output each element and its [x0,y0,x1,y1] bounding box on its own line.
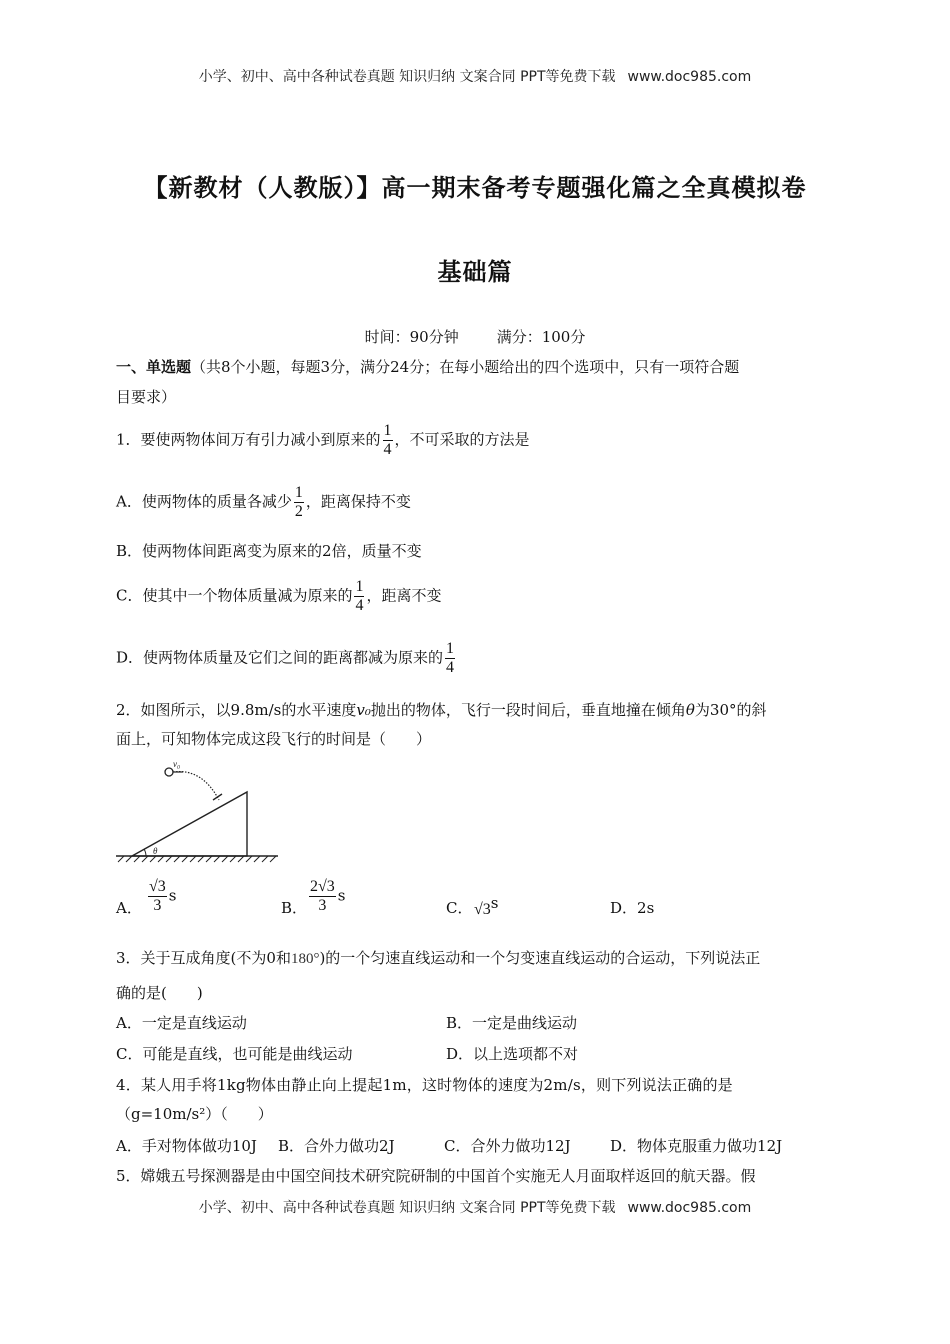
frac-num: √3 [149,878,166,895]
header-url[interactable]: www.doc985.com [627,69,752,85]
q2-stem-text-2: 抛出的物体，飞行一段时间后，垂直地撞在倾角 [370,701,686,719]
question-5-stem: 5．嫦娥五号探测器是由中国空间技术研究院研制的中国首个实施无人月面取样返回的航天器。假 [116,1167,756,1185]
frac-den: 3 [148,896,167,915]
impact-arrow [213,794,222,800]
q2-a-unit: s [168,886,177,905]
q4-option-b: B．合外力做功2J [278,1137,395,1155]
page-footer [0,1197,950,1217]
q1-c-text-2: ，距离不变 [366,586,442,605]
q2-b-unit: s [337,886,346,905]
q2-v0-symbol: v₀ [356,701,371,719]
q2-a-frac [148,878,167,915]
frac-num: 2√3 [310,878,335,895]
angle-arc [144,849,146,856]
frac-den: 2 [294,503,303,520]
fig-v0-label: v₀ [173,759,181,769]
question-3-stem-cont: 确的是( ) [116,984,203,1002]
q1-a-text: A．使两物体的质量各减少 [116,492,292,511]
q3-degree: 180° [290,951,320,967]
frac-num: 1 [294,484,303,501]
q2-option-c-value [474,894,499,919]
frac-num: 1 [383,422,392,439]
q2-option-c-label: C． [446,899,473,917]
frac-den: 4 [446,659,455,676]
frac-den: 4 [383,441,392,458]
q2-stem-text-3: 为30°的斜 [694,701,767,719]
question-1-stem [116,422,530,459]
section-title: 一、单选题 [116,358,192,376]
frac-num: 1 [355,578,364,595]
q3-option-c: C．可能是直线，也可能是曲线运动 [116,1045,353,1063]
q1-c-text: C．使其中一个物体质量减为原来的 [116,586,353,605]
q1-option-d [116,640,457,677]
q2-stem-text: 2．如图所示，以9.8m/s的水平速度 [116,701,357,719]
header-text: 小学、初中、高中各种试卷真题 知识归纳 文案合同 PPT等免费下载 [198,69,616,85]
incline-projectile-figure [112,758,284,870]
q1-d-fraction [445,640,455,677]
question-4-stem-cont: （g=10m/s²）（ ） [116,1105,273,1123]
ground-hatching [118,856,276,862]
q1-stem-text-2: ，不可采取的方法是 [394,430,530,449]
q2-option-a-label: A． [116,899,142,917]
question-2-stem [116,700,767,720]
footer-url[interactable]: www.doc985.com [627,1200,752,1216]
exam-score: 满分：100分 [496,328,586,346]
page-header [0,66,950,86]
section-desc-cont: 目要求） [116,388,177,406]
page-title: 【新教材（人教版）】高一期末备考专题强化篇之全真模拟卷 [143,174,807,202]
projectile-ball [165,768,173,776]
q2-option-a-fraction [146,878,176,915]
q3-option-b: B．一定是曲线运动 [446,1014,578,1032]
q1-d-text: D．使两物体质量及它们之间的距离都减为原来的 [116,648,444,667]
frac-den: 4 [355,597,364,614]
q1-a-fraction [294,484,304,521]
q3-stem-text: 3．关于互成角度(不为0和 [116,949,291,967]
q2-b-frac [309,878,336,915]
q3-stem-text-2: )的一个匀速直线运动和一个匀变速直线运动的合运动，下列说法正 [319,949,761,967]
frac-num: 1 [446,640,455,657]
page-subtitle: 基础篇 [437,258,513,286]
q3-option-d: D．以上选项都不对 [446,1045,579,1063]
section-desc: （共8个小题，每题3分，满分24分；在每小题给出的四个选项中，只有一项符合题 [191,358,740,376]
q2-option-b-label: B． [281,899,308,917]
question-4-stem: 4．某人用手将1kg物体由静止向上提起1m，这时物体的速度为2m/s，则下列说法正确的是 [116,1076,733,1094]
q1-stem-text: 1．要使两物体间万有引力减小到原来的 [116,430,381,449]
q2-option-b-fraction [307,878,345,915]
q1-option-b: B．使两物体间距离变为原来的2倍，质量不变 [116,542,422,560]
q1-fraction [383,422,393,459]
q1-option-a [116,484,411,521]
fig-theta-label: θ [153,846,158,856]
trajectory-path [173,772,219,800]
frac-den: 3 [309,896,336,915]
footer-text: 小学、初中、高中各种试卷真题 知识归纳 文案合同 PPT等免费下载 [198,1200,616,1216]
exam-time: 时间：90分钟 [364,328,459,346]
q4-option-c: C．合外力做功12J [444,1137,571,1155]
incline-triangle [132,792,247,856]
question-2-stem-cont: 面上，可知物体完成这段飞行的时间是（ ） [116,730,432,748]
question-3-stem [116,948,760,969]
q1-c-fraction [354,578,364,615]
section-heading [116,357,739,377]
q4-option-d: D．物体克服重力做功12J [610,1137,783,1155]
q2-c-sqrt: √3 [474,901,491,918]
q3-option-a: A．一定是直线运动 [116,1014,247,1032]
q2-c-unit: s [490,894,499,912]
q2-theta-symbol: θ [685,701,695,719]
q1-option-c [116,578,442,615]
q4-option-a: A．手对物体做功10J [116,1137,257,1155]
q1-a-text-2: ，距离保持不变 [305,492,411,511]
exam-info [0,326,950,347]
q2-option-d: D．2s [610,899,655,917]
